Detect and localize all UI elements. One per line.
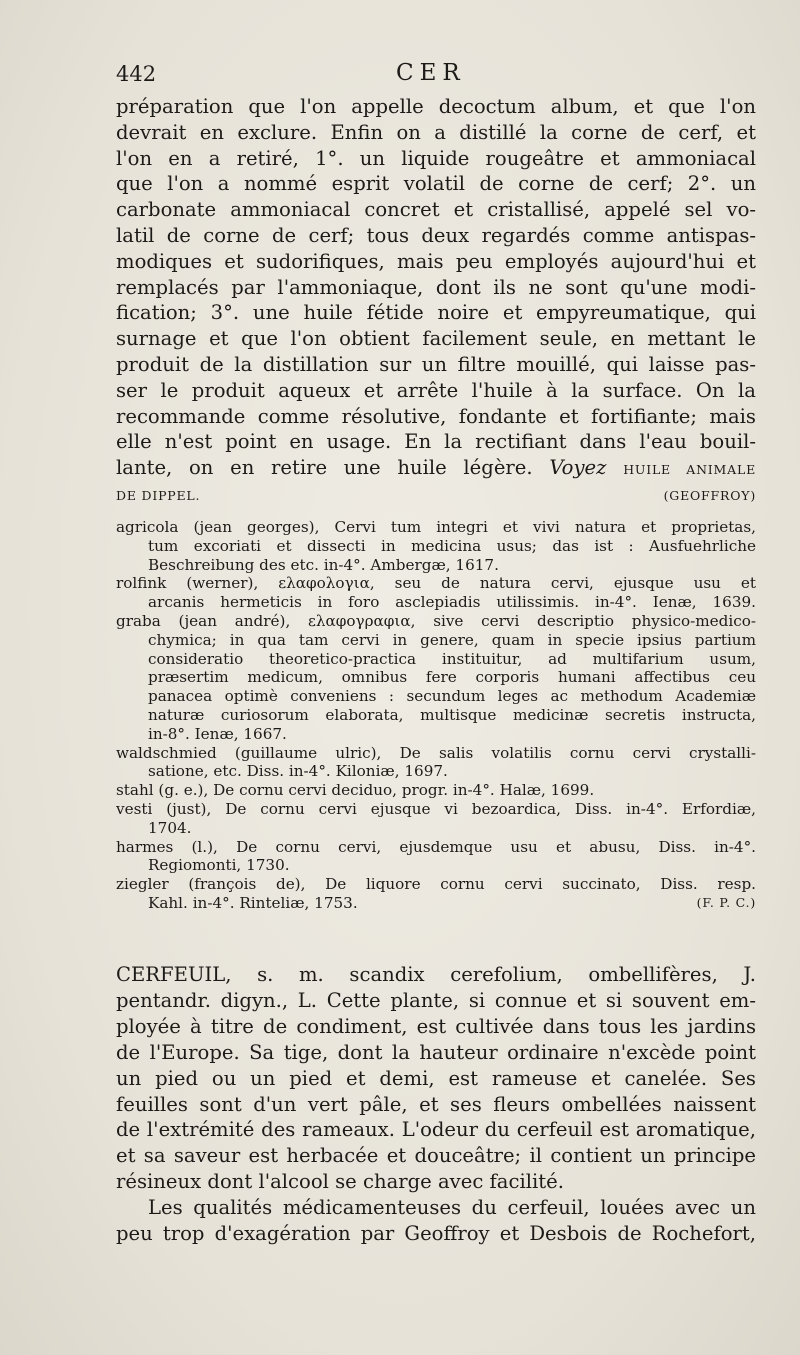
reference-line: ziegler (françois de), De liquore cornu cervi succinato, Diss. resp. bbox=[116, 875, 756, 894]
text-line: devrait en exclure. Enfin on a distillé la corne de cerf, et bbox=[116, 120, 756, 144]
reference-line-segment: Kahl. in-4°. Rinteliæ, 1753. bbox=[148, 893, 358, 912]
reference-line-signature bbox=[116, 894, 756, 913]
entry-line: résineux dont l'alcool se charge avec facilité. bbox=[116, 1170, 564, 1194]
text-line: que l'on a nommé esprit volatil de corne de cerf; 2°. un bbox=[116, 172, 756, 196]
text-line: ser le produit aqueux et arrête l'huile à la surface. On la bbox=[116, 378, 756, 402]
entry-line: un pied ou un pied et demi, est rameuse et canelée. Ses bbox=[116, 1066, 756, 1090]
page-number: 442 bbox=[116, 62, 157, 86]
author-signature: (F. P. C.) bbox=[696, 894, 756, 910]
text-line: surnage et que l'on obtient facilement seule, en mettant le bbox=[116, 327, 756, 351]
author-signature: (GEOFFROY) bbox=[663, 487, 756, 503]
entry-cerfeuil bbox=[116, 962, 756, 1247]
reference-line: waldschmied (guillaume ulric), De salis volatilis cornu cervi crystalli- bbox=[116, 743, 756, 762]
reference-line: Regiomonti, 1730. bbox=[148, 856, 290, 875]
entry-line: peu trop d'exagération par Geoffroy et Desbois de Rochefort, bbox=[116, 1222, 756, 1246]
reference-line: agricola (jean georges), Cervi tum integri et vivi natura et proprietas, bbox=[116, 518, 756, 536]
entry-line: de l'extrémité des rameaux. L'odeur du cerfeuil est aromatique, bbox=[116, 1118, 756, 1142]
reference-line: naturæ curiosorum elaborata, multisque medicinæ secretis instructa, bbox=[148, 705, 756, 724]
entry-line: ployée à titre de condiment, est cultivée dans tous les jardins bbox=[116, 1014, 756, 1038]
reference-line: in-8°. Ienæ, 1667. bbox=[148, 724, 287, 743]
reference-line: panacea optimè conveniens : secundum leges ac methodum Academiæ bbox=[148, 687, 756, 706]
reference-line: vesti (just), De cornu cervi ejusque vi bezoardica, Diss. in-4°. Erfordiæ, bbox=[116, 799, 756, 818]
bibliography bbox=[116, 518, 756, 913]
entry-line: de l'Europe. Sa tige, dont la hauteur ordinaire n'excède point bbox=[116, 1040, 756, 1064]
reference-line: chymica; in qua tam cervi in genere, quam in specie ipsius partium bbox=[148, 630, 756, 649]
reference-line: rolfink (werner), ελαφολογια, seu de natura cervi, ejusque usu et bbox=[116, 574, 756, 593]
text-line-cross-reference bbox=[116, 455, 756, 483]
running-head: CER bbox=[396, 60, 466, 86]
article-continuation bbox=[116, 94, 756, 509]
reference-line: 1704. bbox=[148, 818, 192, 837]
text-line-segment: lante, on en retire une huile légère. bbox=[116, 456, 533, 480]
text-line: elle n'est point en usage. En la rectifiant dans l'eau bouil- bbox=[116, 430, 756, 454]
text-line: l'on en a retiré, 1°. un liquide rougeâtre et ammoniacal bbox=[116, 146, 756, 170]
page-header bbox=[116, 60, 756, 94]
entry-line: CERFEUIL, s. m. scandix cerefolium, ombellifères, J. bbox=[116, 963, 756, 986]
entry-line: pentandr. digyn., L. Cette plante, si connue et si souvent em- bbox=[116, 988, 756, 1012]
voyez-word: Voyez bbox=[549, 456, 607, 480]
reference-line: præsertim medicum, omnibus fere corporis humani affectibus ceu bbox=[148, 668, 756, 687]
reference-line: stahl (g. e.), De cornu cervi deciduo, progr. in-4°. Halæ, 1699. bbox=[116, 781, 595, 800]
entry-line: feuilles sont d'un vert pâle, et ses fleurs ombellées naissent bbox=[116, 1092, 756, 1116]
text-line: remplacés par l'ammoniaque, dont ils ne sont qu'une modi- bbox=[116, 275, 756, 299]
cross-reference-term: DE DIPPEL. bbox=[116, 487, 201, 503]
reference-line: tum excoriati et dissecti in medicina usus; das ist : Ausfuehrliche bbox=[148, 536, 756, 555]
text-line: préparation que l'on appelle decoctum album, et que l'on bbox=[116, 95, 756, 118]
reference-line: consideratio theoretico-practica instituitur, ad multifarium usum, bbox=[148, 649, 756, 668]
reference-line: arcanis hermeticis in foro asclepiadis utilissimis. in-4°. Ienæ, 1639. bbox=[148, 593, 756, 612]
text-line: modiques et sudorifiques, mais peu employés aujourd'hui et bbox=[116, 249, 756, 273]
reference-line: harmes (l.), De cornu cervi, ejusdemque usu et abusu, Diss. in-4°. bbox=[116, 837, 756, 856]
entry-line: et sa saveur est herbacée et douceâtre; il contient un principe bbox=[116, 1144, 756, 1168]
text-line: recommande comme résolutive, fondante et fortifiante; mais bbox=[116, 404, 756, 428]
reference-line: graba (jean andré), ελαφογραφια, sive cervi descriptio physico-medico- bbox=[116, 611, 756, 630]
reference-line: Beschreibung des etc. in-4°. Ambergæ, 1617. bbox=[148, 555, 499, 574]
text-line: fication; 3°. une huile fétide noire et empyreumatique, qui bbox=[116, 301, 756, 325]
entry-line: Les qualités médicamenteuses du cerfeuil, louées avec un bbox=[148, 1196, 756, 1220]
reference-line: satione, etc. Diss. in-4°. Kiloniæ, 1697. bbox=[148, 762, 448, 781]
text-line: carbonate ammoniacal concret et cristallisé, appelé sel vo- bbox=[116, 198, 756, 222]
text-line: produit de la distillation sur un filtre mouillé, qui laisse pas- bbox=[116, 352, 756, 376]
cross-reference-term: HUILE ANIMALE bbox=[623, 462, 756, 478]
text-line: latil de corne de cerf; tous deux regardés comme antispas- bbox=[116, 223, 756, 247]
text-line-signature bbox=[116, 483, 756, 509]
